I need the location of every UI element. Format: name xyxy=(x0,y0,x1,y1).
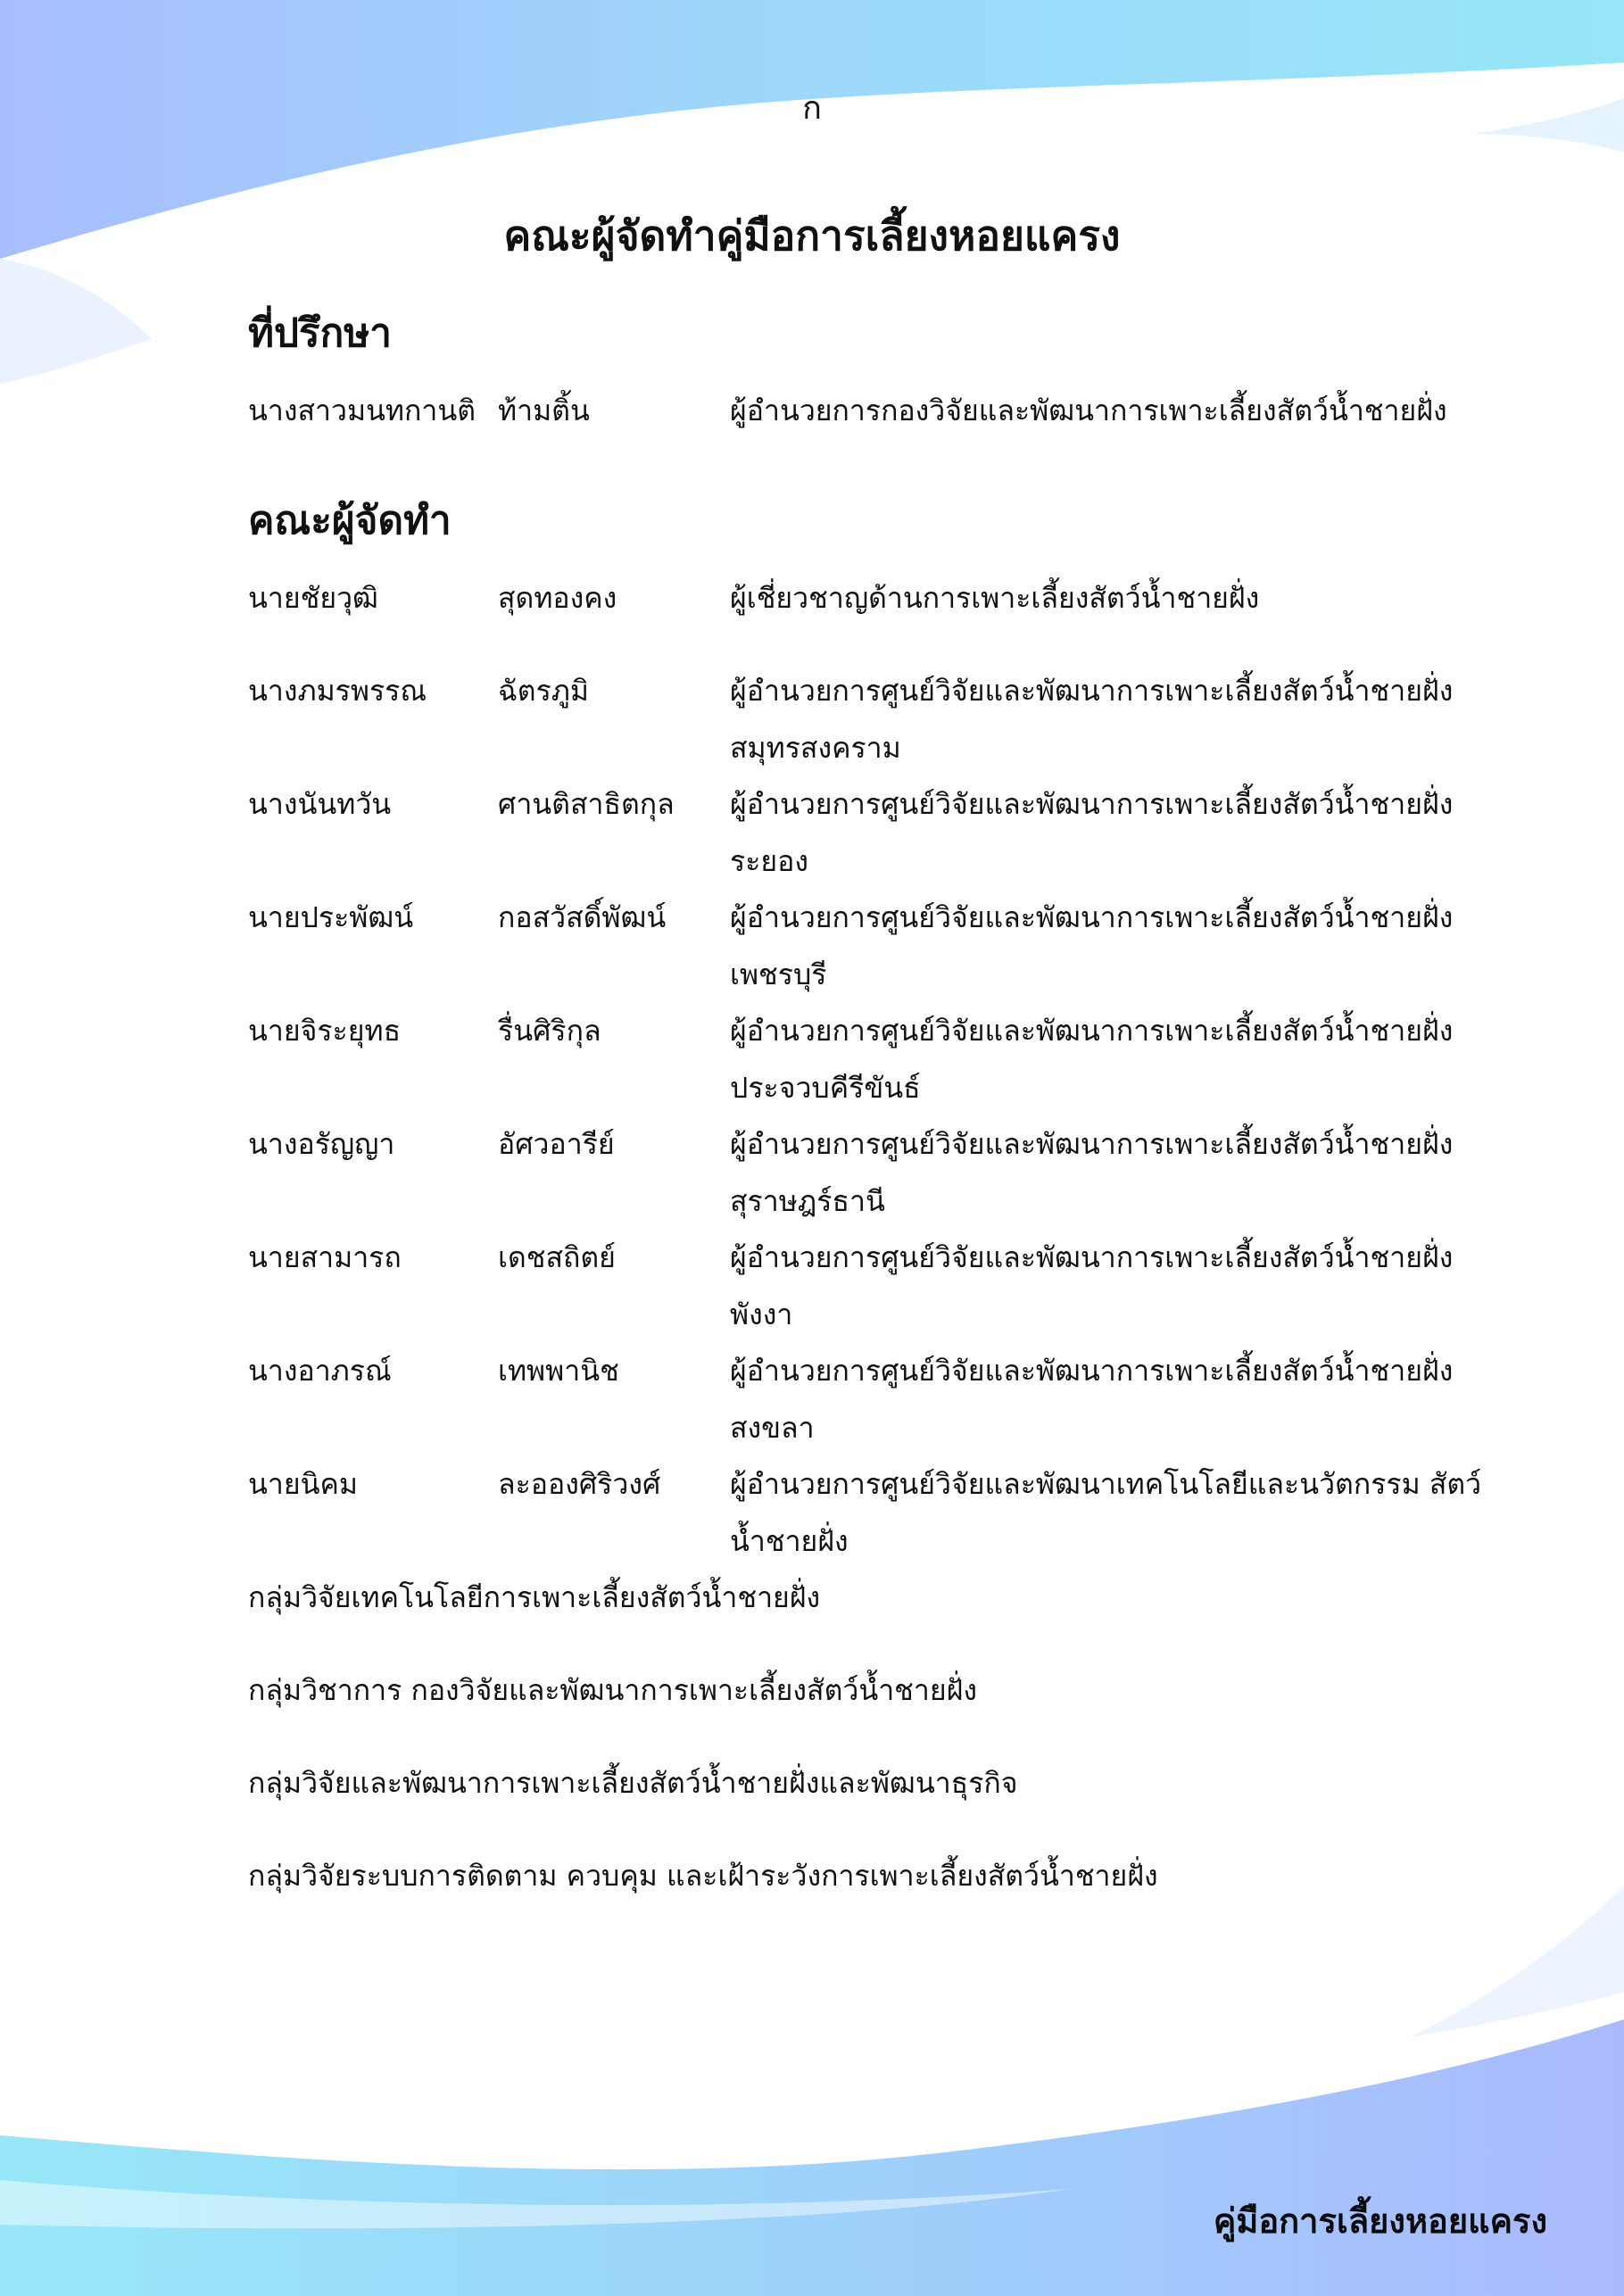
team-member-row xyxy=(248,1342,1497,1449)
team-member-row xyxy=(248,775,1497,883)
person-position: ผู้อำนวยการศูนย์วิจัยและพัฒนาการเพาะเลี้ยงสัตว์น้ำชายฝั่ง ประจวบคีรีขันธ์ xyxy=(730,1014,1454,1105)
team-member-row xyxy=(248,569,1497,676)
person-position: ผู้อำนวยการศูนย์วิจัยและพัฒนาการเพาะเลี้ยงสัตว์น้ำชายฝั่ง พังงา xyxy=(730,1240,1454,1331)
page-number: ก xyxy=(802,90,822,127)
research-group: กลุ่มวิชาการ กองวิจัยและพัฒนาการเพาะเลี้ยงสัตว์น้ำชายฝั่ง xyxy=(248,1673,977,1707)
person-last-name: สุดทองคง xyxy=(498,581,617,615)
person-last-name: รื่นศิริกุล xyxy=(498,1014,601,1048)
person-position: ผู้อำนวยการศูนย์วิจัยและพัฒนาเทคโนโลยีและนวัตกรรม สัตว์น้ำชายฝั่ง xyxy=(730,1467,1482,1558)
person-position: ผู้อำนวยการศูนย์วิจัยและพัฒนาการเพาะเลี้ยงสัตว์น้ำชายฝั่ง ระยอง xyxy=(730,787,1454,878)
person-first-name: นายชัยวุฒิ xyxy=(248,581,378,615)
person-first-name: นางอาภรณ์ xyxy=(248,1354,392,1388)
person-first-name: นางสาวมนทกานติ xyxy=(248,394,476,427)
person-last-name: เดชสถิตย์ xyxy=(498,1240,616,1274)
person-position: ผู้อำนวยการศูนย์วิจัยและพัฒนาการเพาะเลี้ยงสัตว์น้ำชายฝั่ง สมุทรสงคราม xyxy=(730,674,1454,765)
person-last-name: ฉัตรภูมิ xyxy=(498,674,589,708)
person-position: ผู้อำนวยการศูนย์วิจัยและพัฒนาการเพาะเลี้ยงสัตว์น้ำชายฝั่ง เพชรบุรี xyxy=(730,900,1454,991)
team-member-row xyxy=(248,1455,1497,1562)
advisor-heading: ที่ปรึกษา xyxy=(248,311,392,356)
team-heading: คณะผู้จัดทำ xyxy=(248,498,452,543)
person-last-name: ท้ามติ้น xyxy=(498,394,590,427)
person-first-name: นางภมรพรรณ xyxy=(248,674,427,708)
person-position: ผู้อำนวยการศูนย์วิจัยและพัฒนาการเพาะเลี้ยงสัตว์น้ำชายฝั่ง สงขลา xyxy=(730,1354,1454,1445)
team-member-row xyxy=(248,889,1497,996)
page-title: คณะผู้จัดทำคู่มือการเลี้ยงหอยแครง xyxy=(503,211,1121,260)
team-member-row xyxy=(248,1002,1497,1109)
person-first-name: นางนันทวัน xyxy=(248,787,392,821)
person-position: ผู้อำนวยการกองวิจัยและพัฒนาการเพาะเลี้ยงสัตว์น้ำชายฝั่ง xyxy=(730,394,1447,427)
research-group: กลุ่มวิจัยและพัฒนาการเพาะเลี้ยงสัตว์น้ำชายฝั่งและพัฒนาธุรกิจ xyxy=(248,1766,1018,1800)
person-first-name: นายสามารถ xyxy=(248,1240,402,1274)
team-member-row xyxy=(248,662,1497,769)
person-first-name: นายประพัฒน์ xyxy=(248,900,414,934)
team-member-row xyxy=(248,1115,1497,1223)
research-group: กลุ่มวิจัยเทคโนโลยีการเพาะเลี้ยงสัตว์น้ำชายฝั่ง xyxy=(248,1580,821,1614)
research-group: กลุ่มวิจัยระบบการติดตาม ควบคุม และเฝ้าระวังการเพาะเลี้ยงสัตว์น้ำชายฝั่ง xyxy=(248,1859,1158,1893)
person-last-name: เทพพานิช xyxy=(498,1354,619,1388)
team-member-row xyxy=(248,1229,1497,1336)
person-position: ผู้เชี่ยวชาญด้านการเพาะเลี้ยงสัตว์น้ำชายฝั่ง xyxy=(730,581,1260,615)
person-last-name: ศานติสาธิตกุล xyxy=(498,787,675,821)
person-first-name: นายจิระยุทธ xyxy=(248,1014,402,1048)
person-first-name: นายนิคม xyxy=(248,1467,358,1501)
person-last-name: กอสวัสดิ์พัฒน์ xyxy=(498,900,667,934)
person-last-name: อัศวอารีย์ xyxy=(498,1127,615,1161)
advisor-row xyxy=(248,382,1497,489)
person-last-name: ละอองศิริวงศ์ xyxy=(498,1467,661,1501)
footer-manual-title: คู่มือการเลี้ยงหอยแครง xyxy=(1213,2201,1547,2241)
person-position: ผู้อำนวยการศูนย์วิจัยและพัฒนาการเพาะเลี้ยงสัตว์น้ำชายฝั่ง สุราษฎร์ธานี xyxy=(730,1127,1454,1218)
person-first-name: นางอรัญญา xyxy=(248,1127,395,1161)
